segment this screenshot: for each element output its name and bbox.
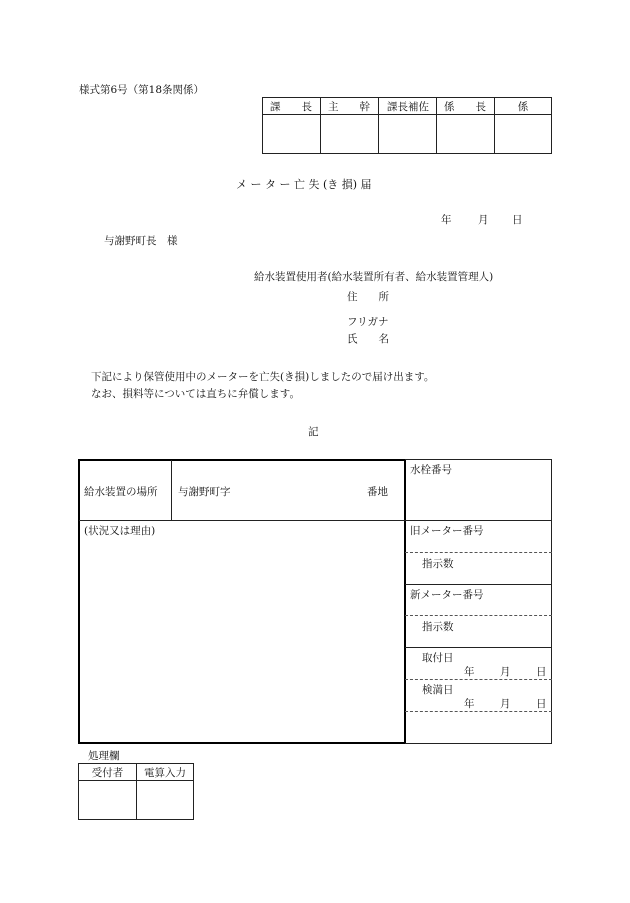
town-label: 与謝野町字 bbox=[178, 486, 231, 498]
approval-header-kakari: 係 bbox=[517, 101, 529, 113]
date-month-label: 月 bbox=[478, 214, 489, 226]
addressee: 与謝野町長 様 bbox=[104, 235, 178, 247]
expire-year-label: 年 bbox=[464, 698, 475, 710]
hydrant-number-label: 水栓番号 bbox=[410, 464, 452, 476]
location-label: 給水装置の場所 bbox=[84, 486, 158, 498]
old-reading-label: 指示数 bbox=[422, 558, 454, 570]
date-day-label: 日 bbox=[512, 214, 523, 226]
furigana-label: フリガナ bbox=[347, 316, 389, 328]
processing-title: 処理欄 bbox=[88, 750, 120, 762]
new-meter-number-label: 新メーター番号 bbox=[410, 589, 484, 601]
old-meter-number-label: 旧メーター番号 bbox=[410, 525, 484, 537]
approval-header-kachohosa: 課長補佐 bbox=[387, 101, 429, 113]
approval-header-kakaricho: 係 長 bbox=[444, 101, 486, 113]
install-day-label: 日 bbox=[536, 666, 547, 678]
date-year-label: 年 bbox=[441, 214, 452, 226]
ki-heading: 記 bbox=[308, 426, 319, 438]
expire-month-label: 月 bbox=[500, 698, 511, 710]
expire-day-label: 日 bbox=[536, 698, 547, 710]
banchi-label: 番地 bbox=[367, 486, 388, 498]
applicant-heading: 給水装置使用者(給水装置所有者、給水装置管理人) bbox=[254, 271, 494, 283]
receiver-header: 受付者 bbox=[91, 767, 124, 779]
body-line-1: 下記により保管使用中のメーターを亡失(き損)しましたので届け出ます。 bbox=[91, 371, 435, 383]
body-line-2: なお、損料等については直ちに弁償します。 bbox=[91, 388, 300, 400]
approval-header-shukan: 主 幹 bbox=[328, 101, 370, 113]
situation-label: (状況又は理由) bbox=[84, 525, 156, 537]
install-year-label: 年 bbox=[464, 666, 475, 678]
install-date-label: 取付日 bbox=[422, 652, 454, 664]
computer-input-header: 電算入力 bbox=[144, 767, 186, 779]
expire-date-label: 検満日 bbox=[422, 684, 454, 696]
form-number: 様式第6号（第18条関係） bbox=[79, 84, 205, 96]
document-title: メ ー タ ー 亡 失 (き 損) 届 bbox=[236, 178, 372, 191]
name-label: 氏 名 bbox=[347, 333, 389, 345]
new-reading-label: 指示数 bbox=[422, 621, 454, 633]
address-label: 住 所 bbox=[347, 291, 389, 303]
approval-header-kacho: 課 長 bbox=[270, 101, 312, 113]
install-month-label: 月 bbox=[500, 666, 511, 678]
